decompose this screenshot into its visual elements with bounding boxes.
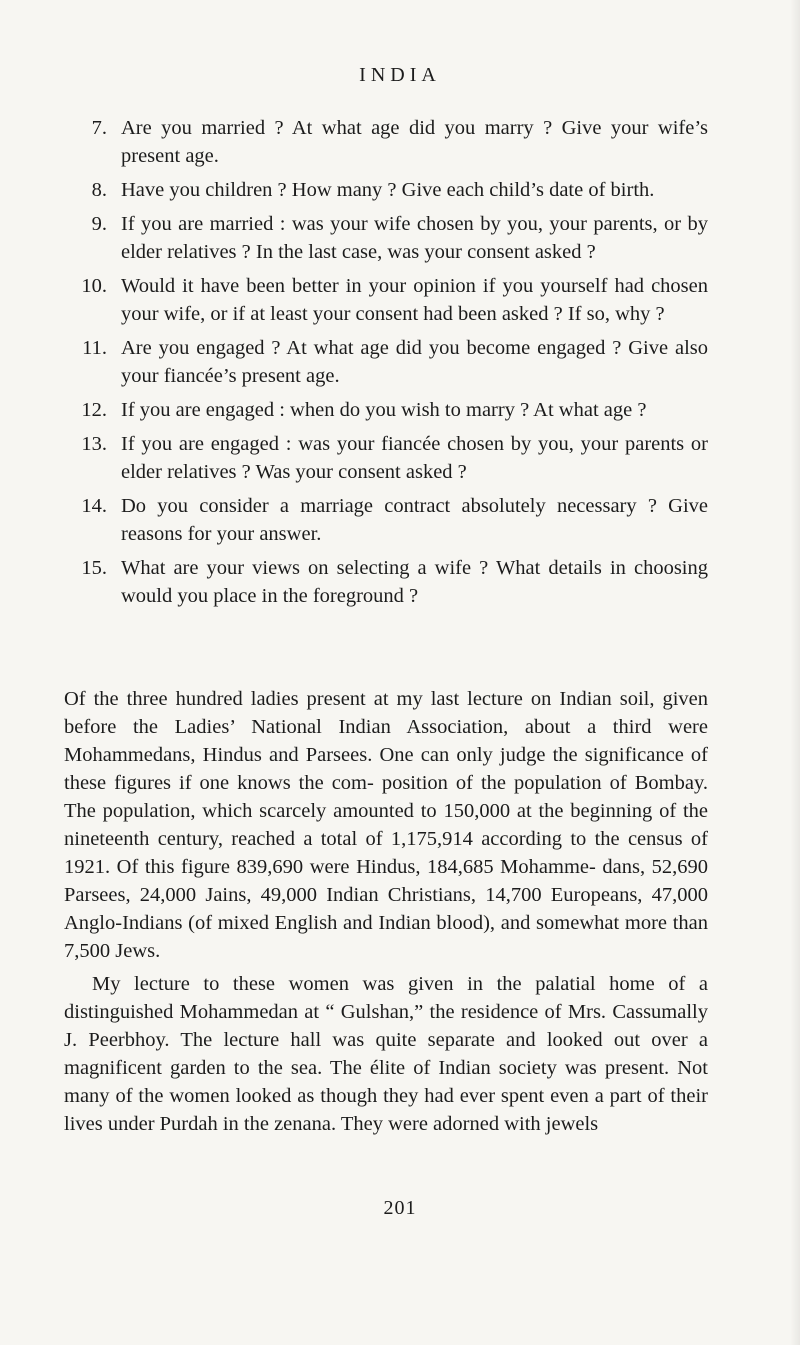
question-item [64, 396, 708, 424]
question-text: Do you consider a marriage contract absolutely necessary ? Give reasons for your answer. [121, 495, 708, 545]
question-item [64, 114, 708, 170]
question-text: If you are engaged : was your fiancée chosen by you, your parents or elder relatives ? Was your consent asked ? [121, 433, 708, 483]
question-number: 13. [81, 433, 107, 455]
question-text: What are your views on selecting a wife ? What details in choosing would you place in the foreground ? [121, 557, 708, 607]
question-list [64, 114, 708, 616]
running-head: INDIA [359, 64, 441, 86]
question-item [64, 176, 708, 204]
question-text: Are you married ? At what age did you marry ? Give your wife’s present age. [121, 117, 708, 167]
page-number: 201 [383, 1197, 417, 1219]
question-item [64, 334, 708, 390]
question-item [64, 210, 708, 266]
question-item [64, 272, 708, 328]
question-text: Have you children ? How many ? Give each child’s date of birth. [121, 179, 655, 201]
paragraph: Of the three hundred ladies present at my last lecture on Indian soil, given before the Ladies’ National Indian Association, about a third were Mohammedans, Hindus and Parsees. One can only judge the significance of these figures if one knows the com- position of the population of Bombay. The population, which scarcely amounted to 150,000 at the beginning of the nineteenth century, reached a total of 1,175,914 according to the census of 1921. Of this figure 839,690 were Hindus, 184,685 Mohamme- dans, 52,690 Parsees, 24,000 Jains, 49,000 Indian Christians, 14,700 Europeans, 47,000 Anglo-Indians (of mixed English and Indian blood), and somewhat more than 7,500 Jews. [64, 688, 708, 962]
question-number: 9. [91, 213, 107, 235]
question-item [64, 492, 708, 548]
question-item [64, 430, 708, 486]
question-number: 15. [81, 557, 107, 579]
question-text: Are you engaged ? At what age did you become engaged ? Give also your fiancée’s present age. [121, 337, 708, 387]
page-edge-shadow [790, 0, 800, 1345]
question-number: 8. [91, 179, 107, 201]
body-text [64, 685, 708, 1143]
question-number: 7. [91, 117, 107, 139]
question-number: 10. [81, 275, 107, 297]
question-number: 12. [81, 399, 107, 421]
paragraph: My lecture to these women was given in the palatial home of a distinguished Mohammedan at “ Gulshan,” the residence of Mrs. Cassumally J. Peerbhoy. The lecture hall was quite separate and looked out over a magnificent garden to the sea. The élite of Indian society was present. Not many of the women looked as though they had ever spent even a part of their lives under Purdah in the zenana. They were adorned with jewels [64, 973, 708, 1135]
question-text: If you are married : was your wife chosen by you, your parents, or by elder relatives ? In the last case, was your consent asked ? [121, 213, 708, 263]
question-text: Would it have been better in your opinion if you yourself had chosen your wife, or if at least your consent had been asked ? If so, why ? [121, 275, 708, 325]
question-text: If you are engaged : when do you wish to marry ? At what age ? [121, 399, 647, 421]
question-number: 11. [82, 337, 107, 359]
question-item [64, 554, 708, 610]
question-number: 14. [81, 495, 107, 517]
